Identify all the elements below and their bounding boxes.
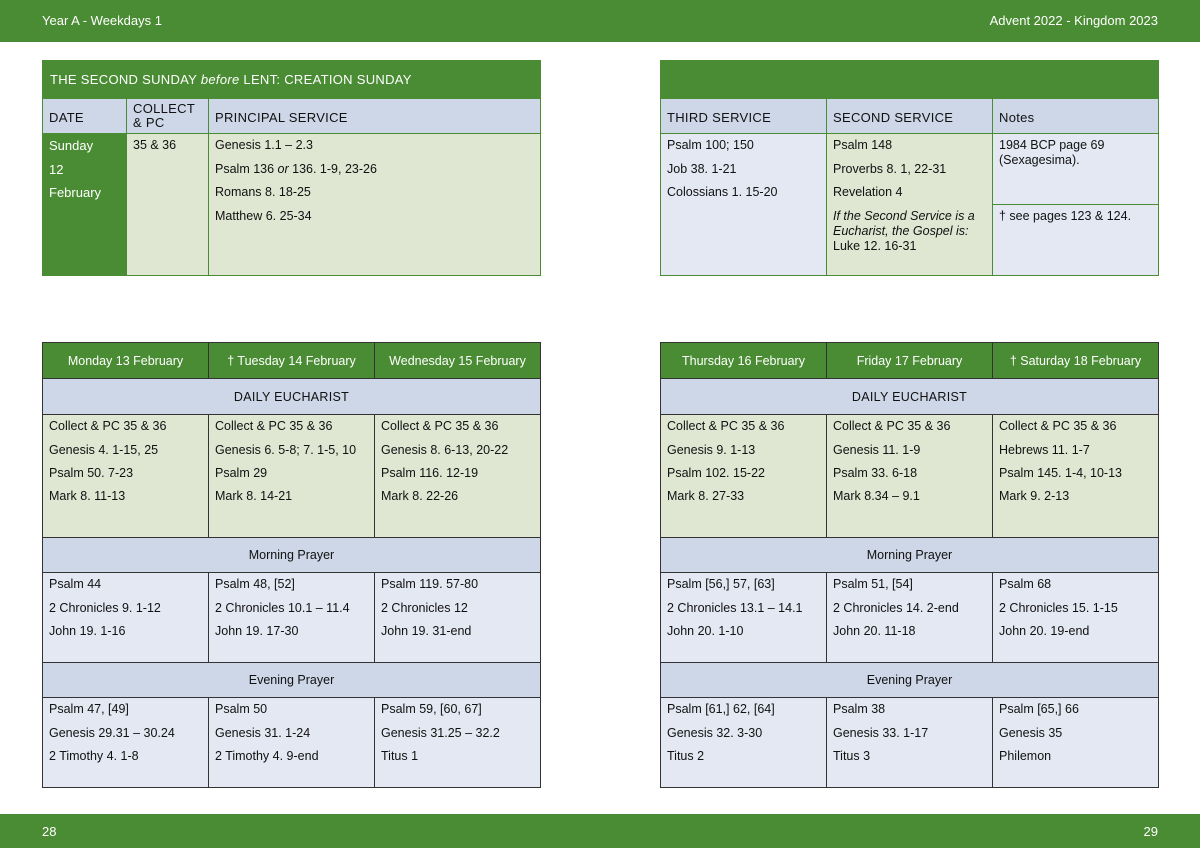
day-header-tuesday: † Tuesday 14 February — [208, 342, 375, 379]
page-header — [0, 0, 1200, 42]
morning-prayer-header-right: Morning Prayer — [660, 537, 1159, 573]
morning-prayer-cell-wednesday: Psalm 119. 57-80 2 Chronicles 12 John 19. 31-end — [374, 572, 541, 663]
third-service-cell: Psalm 100; 150 Job 38. 1-21 Colossians 1. 15-20 — [660, 133, 827, 276]
eucharist-cell-saturday: Collect & PC 35 & 36 Hebrews 11. 1-7 Psalm 145. 1-4, 10-13 Mark 9. 2-13 — [992, 414, 1159, 538]
evening-prayer-header: Evening Prayer — [42, 662, 541, 698]
notes-cell-top: 1984 BCP page 69 (Sexagesima). — [992, 133, 1159, 205]
page-number-left: 28 — [42, 824, 57, 839]
evening-prayer-header-right: Evening Prayer — [660, 662, 1159, 698]
eucharist-cell-tuesday: Collect & PC 35 & 36 Genesis 6. 5-8; 7. 1-5, 10 Psalm 29 Mark 8. 14-21 — [208, 414, 375, 538]
principal-service-cell: Genesis 1.1 – 2.3 Psalm 136 or 136. 1-9, 23-26 Romans 8. 18-25 Matthew 6. 25-34 — [208, 133, 541, 276]
evening-prayer-cell-saturday: Psalm [65,] 66 Genesis 35 Philemon — [992, 697, 1159, 788]
sunday-right-title-bar — [660, 60, 1159, 98]
principal-psalm: Psalm 136 or 136. 1-9, 23-26 — [215, 162, 377, 176]
sunday-collect-cell: 35 & 36 — [126, 133, 209, 276]
notes-cell-bottom: † see pages 123 & 124. — [992, 204, 1159, 276]
col-date-header: DATE — [42, 98, 127, 134]
daily-eucharist-header-right: DAILY EUCHARIST — [660, 378, 1159, 415]
evening-prayer-cell-tuesday: Psalm 50 Genesis 31. 1-24 2 Timothy 4. 9-end — [208, 697, 375, 788]
morning-prayer-cell-tuesday: Psalm 48, [52] 2 Chronicles 10.1 – 11.4 John 19. 17-30 — [208, 572, 375, 663]
morning-prayer-cell-thursday: Psalm [56,] 57, [63] 2 Chronicles 13.1 – 14.1 John 20. 1-10 — [660, 572, 827, 663]
morning-prayer-cell-monday: Psalm 44 2 Chronicles 9. 1-12 John 19. 1-16 — [42, 572, 209, 663]
day-header-friday: Friday 17 February — [826, 342, 993, 379]
day-header-saturday: † Saturday 18 February — [992, 342, 1159, 379]
col-third-header: THIRD SERVICE — [660, 98, 827, 134]
header-left-text: Year A - Weekdays 1 — [42, 13, 162, 28]
sunday-title-bar — [42, 60, 541, 98]
morning-prayer-cell-saturday: Psalm 68 2 Chronicles 15. 1-15 John 20. 19-end — [992, 572, 1159, 663]
page-footer — [0, 814, 1200, 848]
day-header-wednesday: Wednesday 15 February — [374, 342, 541, 379]
sunday-title: THE SECOND SUNDAY before LENT: CREATION SUNDAY — [50, 72, 412, 87]
col-collect-header: COLLECT & PC — [126, 98, 209, 134]
evening-prayer-cell-friday: Psalm 38 Genesis 33. 1-17 Titus 3 — [826, 697, 993, 788]
sunday-date-cell: Sunday 12 February — [42, 133, 127, 276]
col-notes-header: Notes — [992, 98, 1159, 134]
morning-prayer-header: Morning Prayer — [42, 537, 541, 573]
eucharist-cell-monday: Collect & PC 35 & 36 Genesis 4. 1-15, 25 Psalm 50. 7-23 Mark 8. 11-13 — [42, 414, 209, 538]
col-principal-header: PRINCIPAL SERVICE — [208, 98, 541, 134]
page-number-right: 29 — [1143, 824, 1158, 839]
day-header-monday: Monday 13 February — [42, 342, 209, 379]
header-right-text: Advent 2022 - Kingdom 2023 — [989, 13, 1158, 28]
second-service-cell: Psalm 148 Proverbs 8. 1, 22-31 Revelation 4 If the Second Service is a Eucharist, the Gospel is: Luke 12. 16-31 — [826, 133, 993, 276]
daily-eucharist-header: DAILY EUCHARIST — [42, 378, 541, 415]
evening-prayer-cell-wednesday: Psalm 59, [60, 67] Genesis 31.25 – 32.2 Titus 1 — [374, 697, 541, 788]
morning-prayer-cell-friday: Psalm 51, [54] 2 Chronicles 14. 2-end John 20. 11-18 — [826, 572, 993, 663]
eucharist-cell-friday: Collect & PC 35 & 36 Genesis 11. 1-9 Psalm 33. 6-18 Mark 8.34 – 9.1 — [826, 414, 993, 538]
eucharist-cell-wednesday: Collect & PC 35 & 36 Genesis 8. 6-13, 20-22 Psalm 116. 12-19 Mark 8. 22-26 — [374, 414, 541, 538]
eucharist-cell-thursday: Collect & PC 35 & 36 Genesis 9. 1-13 Psalm 102. 15-22 Mark 8. 27-33 — [660, 414, 827, 538]
evening-prayer-cell-monday: Psalm 47, [49] Genesis 29.31 – 30.24 2 Timothy 4. 1-8 — [42, 697, 209, 788]
evening-prayer-cell-thursday: Psalm [61,] 62, [64] Genesis 32. 3-30 Titus 2 — [660, 697, 827, 788]
day-header-thursday: Thursday 16 February — [660, 342, 827, 379]
col-second-header: SECOND SERVICE — [826, 98, 993, 134]
